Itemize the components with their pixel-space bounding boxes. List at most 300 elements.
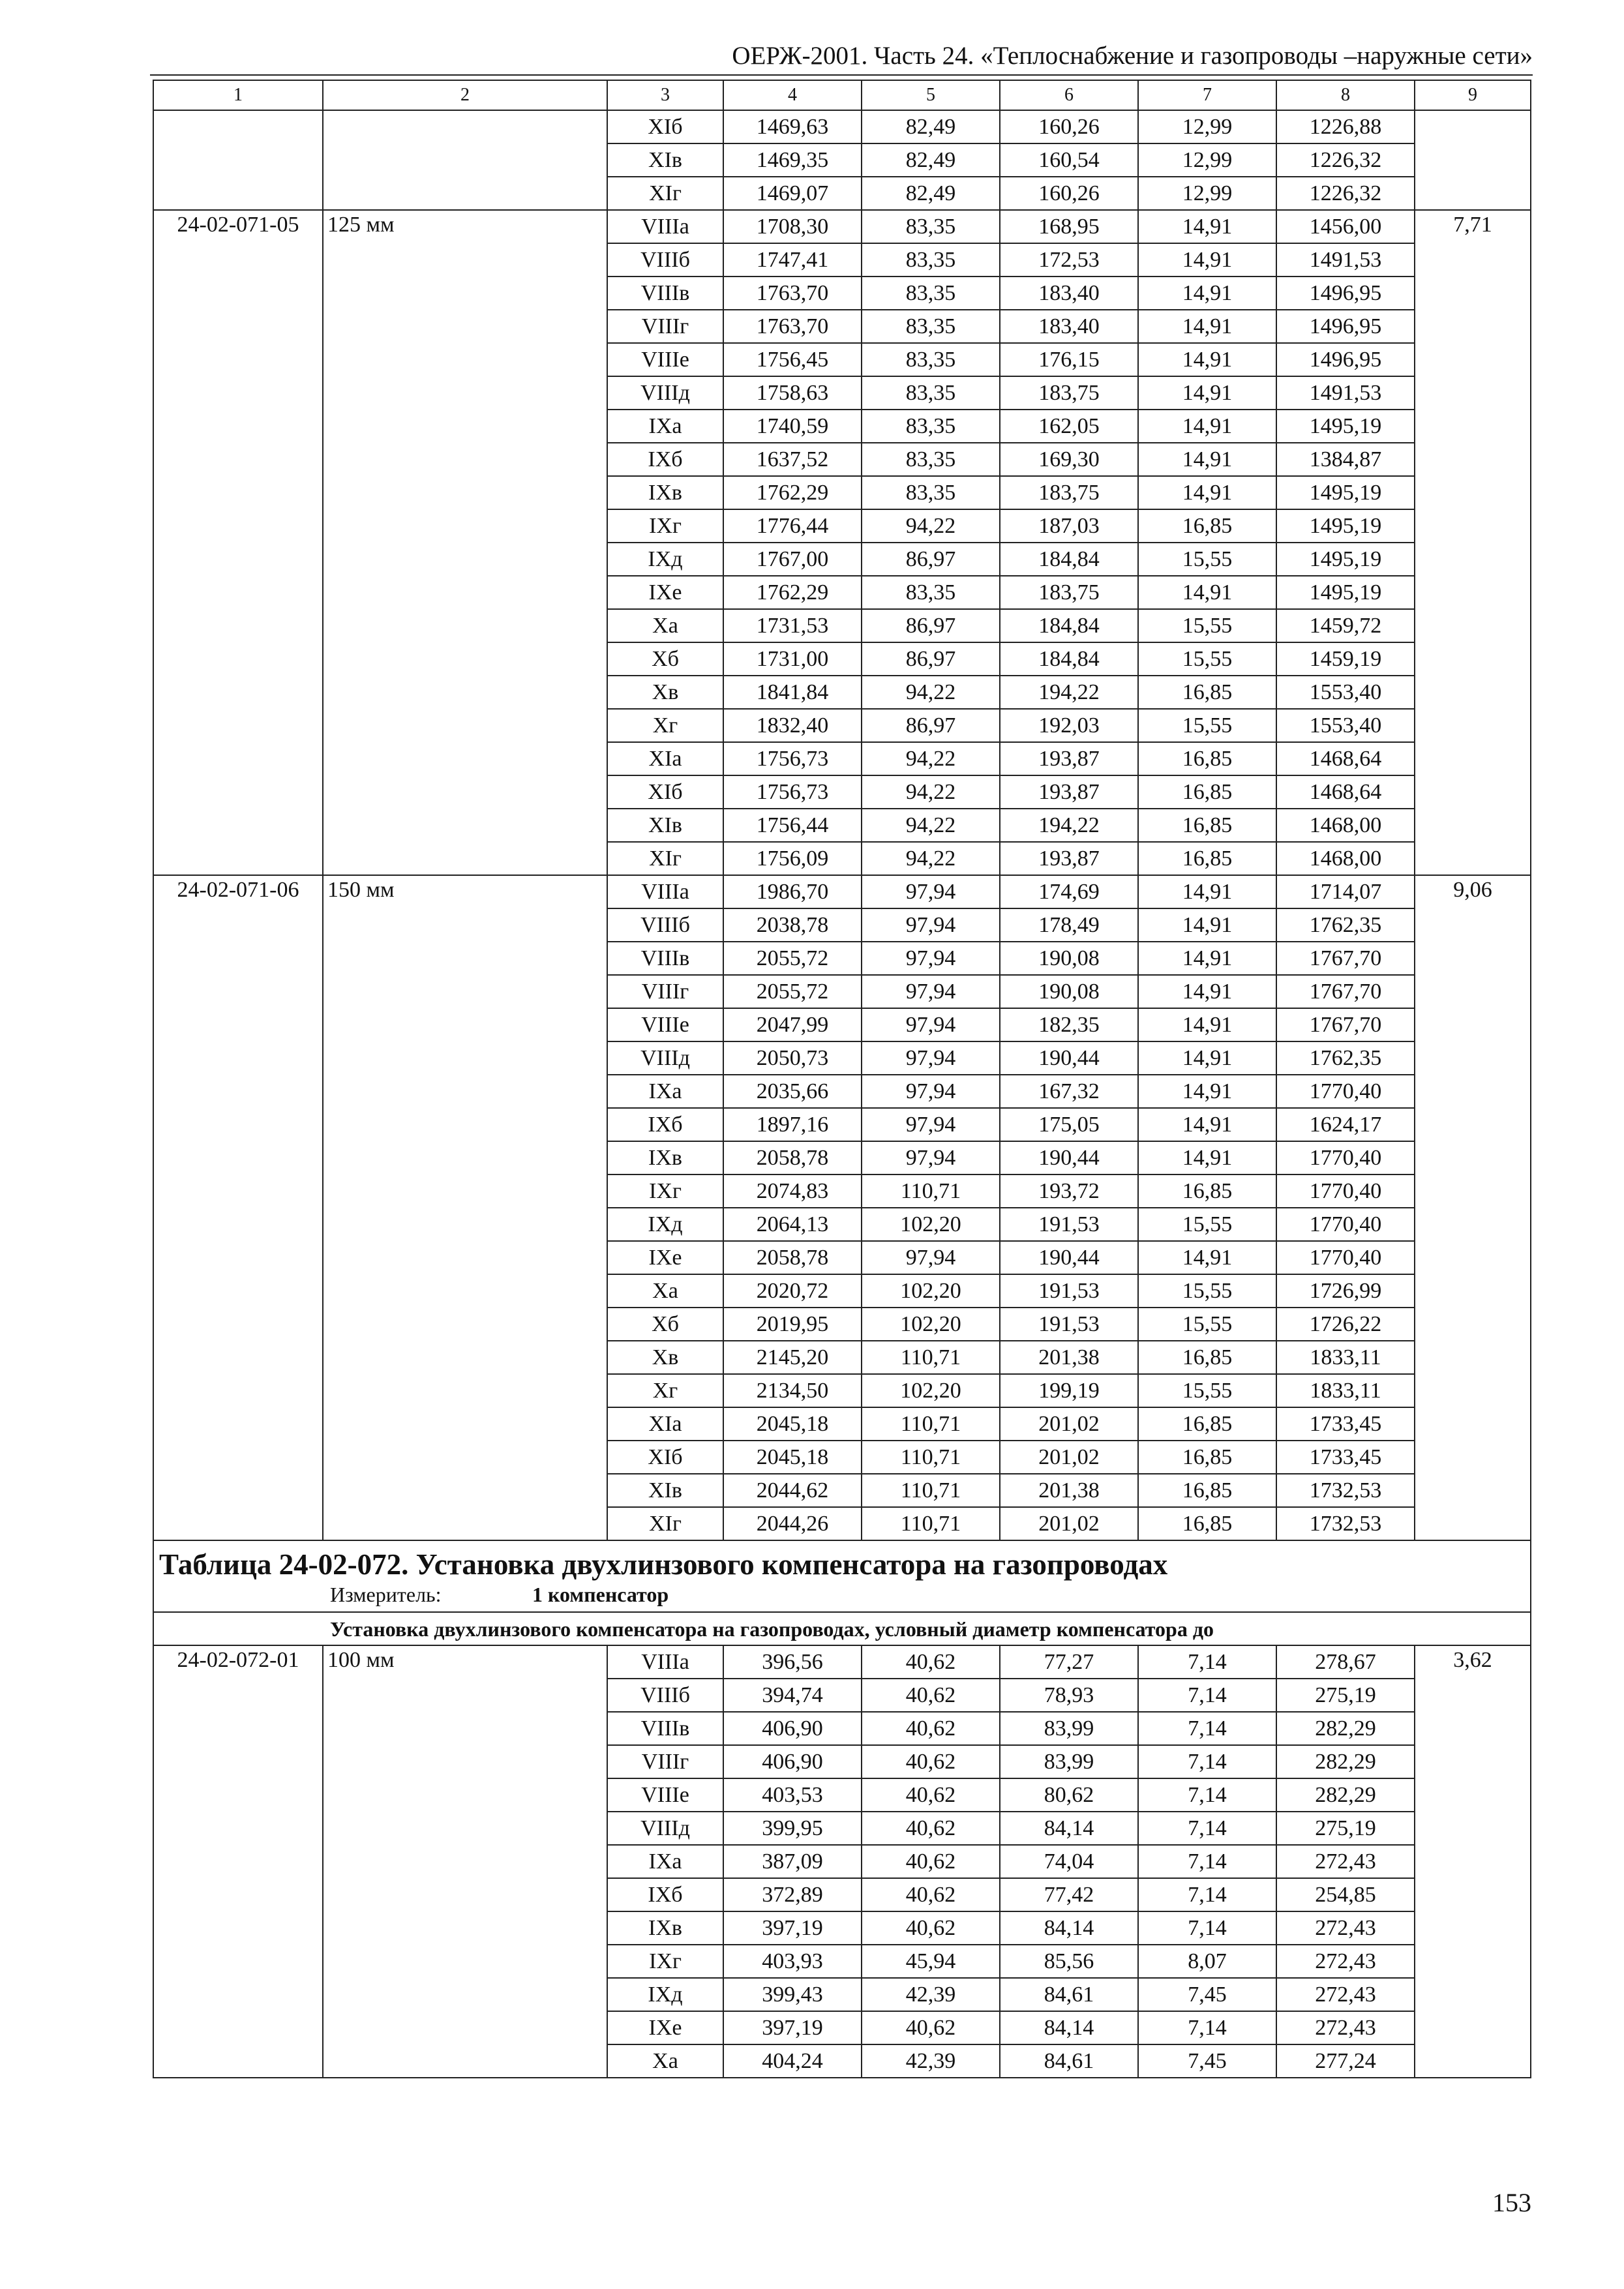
- material-cost-cell: 1767,70: [1276, 942, 1415, 975]
- total-cost-cell: 2045,18: [723, 1441, 862, 1474]
- zone-cell: IXа: [607, 410, 723, 443]
- operator-wage-cell: 14,91: [1138, 1008, 1276, 1041]
- operator-wage-cell: 7,14: [1138, 1812, 1276, 1845]
- machine-cost-cell: 174,69: [1000, 875, 1138, 908]
- wage-cell: 110,71: [862, 1474, 1000, 1507]
- zone-cell: Xб: [607, 1308, 723, 1341]
- wage-cell: 110,71: [862, 1407, 1000, 1441]
- wage-cell: 97,94: [862, 875, 1000, 908]
- operator-wage-cell: 14,91: [1138, 576, 1276, 609]
- wage-cell: 83,35: [862, 310, 1000, 343]
- zone-cell: Xб: [607, 642, 723, 676]
- zone-cell: VIIIг: [607, 975, 723, 1008]
- machine-cost-cell: 84,61: [1000, 2044, 1138, 2078]
- column-number: 5: [862, 80, 1000, 110]
- total-cost-cell: 397,19: [723, 1911, 862, 1945]
- total-cost-cell: 2038,78: [723, 908, 862, 942]
- zone-cell: XIв: [607, 1474, 723, 1507]
- zone-cell: XIб: [607, 775, 723, 809]
- total-cost-cell: 1756,73: [723, 742, 862, 775]
- diameter-cell: 150 мм: [323, 875, 607, 1540]
- total-cost-cell: 1897,16: [723, 1108, 862, 1141]
- material-cost-cell: 1495,19: [1276, 543, 1415, 576]
- material-cost-cell: 254,85: [1276, 1878, 1415, 1911]
- machine-cost-cell: 160,26: [1000, 110, 1138, 143]
- zone-cell: XIв: [607, 143, 723, 177]
- material-cost-cell: 1384,87: [1276, 443, 1415, 476]
- material-cost-cell: 1495,19: [1276, 509, 1415, 543]
- wage-cell: 83,35: [862, 210, 1000, 243]
- operator-wage-cell: 14,91: [1138, 1075, 1276, 1108]
- zone-cell: Xг: [607, 709, 723, 742]
- operator-wage-cell: 14,91: [1138, 410, 1276, 443]
- total-cost-cell: 1731,00: [723, 642, 862, 676]
- zone-cell: XIв: [607, 809, 723, 842]
- total-cost-cell: 1756,09: [723, 842, 862, 875]
- zone-cell: VIIIв: [607, 1712, 723, 1745]
- machine-cost-cell: 172,53: [1000, 243, 1138, 277]
- material-cost-cell: 1491,53: [1276, 243, 1415, 277]
- wage-cell: 97,94: [862, 1141, 1000, 1174]
- wage-cell: 94,22: [862, 842, 1000, 875]
- material-cost-cell: 1770,40: [1276, 1075, 1415, 1108]
- wage-cell: 40,62: [862, 1845, 1000, 1878]
- machine-cost-cell: 160,54: [1000, 143, 1138, 177]
- machine-cost-cell: 193,87: [1000, 742, 1138, 775]
- material-cost-cell: 1496,95: [1276, 343, 1415, 376]
- total-cost-cell: 2050,73: [723, 1041, 862, 1075]
- machine-cost-cell: 192,03: [1000, 709, 1138, 742]
- table-row: [153, 875, 1531, 908]
- machine-cost-cell: 84,14: [1000, 2011, 1138, 2044]
- total-cost-cell: 2145,20: [723, 1341, 862, 1374]
- total-cost-cell: 2074,83: [723, 1174, 862, 1208]
- operator-wage-cell: 14,91: [1138, 343, 1276, 376]
- operator-wage-cell: 14,91: [1138, 1241, 1276, 1274]
- machine-cost-cell: 160,26: [1000, 177, 1138, 210]
- machine-cost-cell: 77,27: [1000, 1645, 1138, 1679]
- machine-cost-cell: 190,44: [1000, 1141, 1138, 1174]
- operator-wage-cell: 15,55: [1138, 609, 1276, 642]
- operator-wage-cell: 14,91: [1138, 1141, 1276, 1174]
- zone-cell: IXг: [607, 1174, 723, 1208]
- zone-cell: IXе: [607, 576, 723, 609]
- machine-cost-cell: 193,87: [1000, 842, 1138, 875]
- operator-wage-cell: 14,91: [1138, 476, 1276, 509]
- material-cost-cell: 272,43: [1276, 1845, 1415, 1878]
- operator-wage-cell: 14,91: [1138, 1041, 1276, 1075]
- table-body: [153, 80, 1531, 2078]
- operator-wage-cell: 16,85: [1138, 742, 1276, 775]
- total-cost-cell: 406,90: [723, 1712, 862, 1745]
- total-cost-cell: 394,74: [723, 1679, 862, 1712]
- total-cost-cell: 1708,30: [723, 210, 862, 243]
- material-cost-cell: 1733,45: [1276, 1441, 1415, 1474]
- zone-cell: XIг: [607, 177, 723, 210]
- zone-cell: XIб: [607, 110, 723, 143]
- total-cost-cell: 406,90: [723, 1745, 862, 1778]
- material-cost-cell: 282,29: [1276, 1712, 1415, 1745]
- material-cost-cell: 1714,07: [1276, 875, 1415, 908]
- machine-cost-cell: 85,56: [1000, 1945, 1138, 1978]
- wage-cell: 83,35: [862, 243, 1000, 277]
- operator-wage-cell: 14,91: [1138, 443, 1276, 476]
- material-cost-cell: 272,43: [1276, 2011, 1415, 2044]
- wage-cell: 94,22: [862, 742, 1000, 775]
- machine-cost-cell: 201,02: [1000, 1441, 1138, 1474]
- wage-cell: 82,49: [862, 143, 1000, 177]
- wage-cell: 102,20: [862, 1208, 1000, 1241]
- machine-cost-cell: 74,04: [1000, 1845, 1138, 1878]
- labor-cost-cell: 9,06: [1415, 875, 1531, 1540]
- operator-wage-cell: 7,14: [1138, 1712, 1276, 1745]
- total-cost-cell: 2134,50: [723, 1374, 862, 1407]
- zone-cell: IXв: [607, 1911, 723, 1945]
- operator-wage-cell: 16,85: [1138, 509, 1276, 543]
- total-cost-cell: 1762,29: [723, 576, 862, 609]
- table-row: [153, 110, 1531, 143]
- zone-cell: VIIIа: [607, 210, 723, 243]
- zone-cell: VIIIе: [607, 1778, 723, 1812]
- wage-cell: 83,35: [862, 476, 1000, 509]
- operator-wage-cell: 7,14: [1138, 2011, 1276, 2044]
- operator-wage-cell: 7,14: [1138, 1745, 1276, 1778]
- machine-cost-cell: 80,62: [1000, 1778, 1138, 1812]
- total-cost-cell: 396,56: [723, 1645, 862, 1679]
- material-cost-cell: 1726,99: [1276, 1274, 1415, 1308]
- machine-cost-cell: 184,84: [1000, 642, 1138, 676]
- wage-cell: 83,35: [862, 443, 1000, 476]
- total-cost-cell: 1756,44: [723, 809, 862, 842]
- machine-cost-cell: 176,15: [1000, 343, 1138, 376]
- zone-cell: XIа: [607, 1407, 723, 1441]
- operator-wage-cell: 12,99: [1138, 110, 1276, 143]
- header-rule: [150, 74, 1533, 76]
- wage-cell: 86,97: [862, 709, 1000, 742]
- zone-cell: IXв: [607, 476, 723, 509]
- column-number: 7: [1138, 80, 1276, 110]
- operator-wage-cell: 16,85: [1138, 809, 1276, 842]
- machine-cost-cell: 190,44: [1000, 1241, 1138, 1274]
- operator-wage-cell: 14,91: [1138, 908, 1276, 942]
- material-cost-cell: 272,43: [1276, 1945, 1415, 1978]
- total-cost-cell: 1767,00: [723, 543, 862, 576]
- machine-cost-cell: 162,05: [1000, 410, 1138, 443]
- column-number: 9: [1415, 80, 1531, 110]
- material-cost-cell: 1833,11: [1276, 1374, 1415, 1407]
- material-cost-cell: 1770,40: [1276, 1208, 1415, 1241]
- material-cost-cell: 1770,40: [1276, 1141, 1415, 1174]
- table-title: Таблица 24-02-072. Установка двухлинзового компенсатора на газопроводах: [159, 1548, 1168, 1581]
- machine-cost-cell: 168,95: [1000, 210, 1138, 243]
- wage-cell: 97,94: [862, 1075, 1000, 1108]
- material-cost-cell: 1833,11: [1276, 1341, 1415, 1374]
- total-cost-cell: 397,19: [723, 2011, 862, 2044]
- operator-wage-cell: 15,55: [1138, 1274, 1276, 1308]
- zone-cell: IXа: [607, 1075, 723, 1108]
- zone-cell: IXб: [607, 1108, 723, 1141]
- total-cost-cell: 1841,84: [723, 676, 862, 709]
- operator-wage-cell: 16,85: [1138, 1474, 1276, 1507]
- wage-cell: 82,49: [862, 110, 1000, 143]
- total-cost-cell: 387,09: [723, 1845, 862, 1878]
- zone-cell: Xв: [607, 676, 723, 709]
- zone-cell: VIIIа: [607, 1645, 723, 1679]
- operator-wage-cell: 14,91: [1138, 310, 1276, 343]
- column-number: 3: [607, 80, 723, 110]
- diameter-cell: 125 мм: [323, 210, 607, 875]
- total-cost-cell: 1756,45: [723, 343, 862, 376]
- material-cost-cell: 1495,19: [1276, 410, 1415, 443]
- machine-cost-cell: 201,38: [1000, 1474, 1138, 1507]
- total-cost-cell: 2047,99: [723, 1008, 862, 1041]
- total-cost-cell: 2044,62: [723, 1474, 862, 1507]
- operator-wage-cell: 15,55: [1138, 709, 1276, 742]
- wage-cell: 83,35: [862, 277, 1000, 310]
- zone-cell: VIIIг: [607, 1745, 723, 1778]
- machine-cost-cell: 178,49: [1000, 908, 1138, 942]
- machine-cost-cell: 191,53: [1000, 1308, 1138, 1341]
- wage-cell: 102,20: [862, 1274, 1000, 1308]
- total-cost-cell: 1758,63: [723, 376, 862, 410]
- operator-wage-cell: 12,99: [1138, 143, 1276, 177]
- material-cost-cell: 1553,40: [1276, 676, 1415, 709]
- machine-cost-cell: 183,40: [1000, 277, 1138, 310]
- zone-cell: IXд: [607, 1978, 723, 2011]
- machine-cost-cell: 193,72: [1000, 1174, 1138, 1208]
- rate-code-cell: [153, 110, 323, 210]
- total-cost-cell: 2058,78: [723, 1241, 862, 1274]
- zone-cell: IXг: [607, 1945, 723, 1978]
- operator-wage-cell: 14,91: [1138, 243, 1276, 277]
- total-cost-cell: 1763,70: [723, 310, 862, 343]
- machine-cost-cell: 83,99: [1000, 1712, 1138, 1745]
- wage-cell: 97,94: [862, 1241, 1000, 1274]
- zone-cell: IXа: [607, 1845, 723, 1878]
- material-cost-cell: 1226,88: [1276, 110, 1415, 143]
- operator-wage-cell: 16,85: [1138, 1441, 1276, 1474]
- operator-wage-cell: 16,85: [1138, 1341, 1276, 1374]
- operator-wage-cell: 7,45: [1138, 1978, 1276, 2011]
- material-cost-cell: 1459,72: [1276, 609, 1415, 642]
- wage-cell: 97,94: [862, 1008, 1000, 1041]
- diameter-cell: 100 мм: [323, 1645, 607, 2078]
- operator-wage-cell: 15,55: [1138, 543, 1276, 576]
- operator-wage-cell: 14,91: [1138, 277, 1276, 310]
- wage-cell: 102,20: [862, 1308, 1000, 1341]
- material-cost-cell: 1733,45: [1276, 1407, 1415, 1441]
- total-cost-cell: 1762,29: [723, 476, 862, 509]
- machine-cost-cell: 201,02: [1000, 1507, 1138, 1540]
- zone-cell: VIIIа: [607, 875, 723, 908]
- operator-wage-cell: 16,85: [1138, 676, 1276, 709]
- machine-cost-cell: 201,02: [1000, 1407, 1138, 1441]
- machine-cost-cell: 83,99: [1000, 1745, 1138, 1778]
- material-cost-cell: 1495,19: [1276, 476, 1415, 509]
- material-cost-cell: 1468,64: [1276, 742, 1415, 775]
- material-cost-cell: 1495,19: [1276, 576, 1415, 609]
- zone-cell: VIIIг: [607, 310, 723, 343]
- operator-wage-cell: 14,91: [1138, 1108, 1276, 1141]
- machine-cost-cell: 190,08: [1000, 975, 1138, 1008]
- zone-cell: Xг: [607, 1374, 723, 1407]
- total-cost-cell: 2055,72: [723, 942, 862, 975]
- wage-cell: 97,94: [862, 1108, 1000, 1141]
- labor-cost-cell: 3,62: [1415, 1645, 1531, 2078]
- material-cost-cell: 272,43: [1276, 1911, 1415, 1945]
- total-cost-cell: 2064,13: [723, 1208, 862, 1241]
- wage-cell: 45,94: [862, 1945, 1000, 1978]
- operator-wage-cell: 14,91: [1138, 210, 1276, 243]
- material-cost-cell: 1459,19: [1276, 642, 1415, 676]
- machine-cost-cell: 184,84: [1000, 609, 1138, 642]
- operator-wage-cell: 12,99: [1138, 177, 1276, 210]
- zone-cell: IXе: [607, 2011, 723, 2044]
- operator-wage-cell: 7,14: [1138, 1845, 1276, 1878]
- zone-cell: Xв: [607, 1341, 723, 1374]
- column-number: 4: [723, 80, 862, 110]
- machine-cost-cell: 190,08: [1000, 942, 1138, 975]
- material-cost-cell: 1468,00: [1276, 809, 1415, 842]
- operator-wage-cell: 16,85: [1138, 1507, 1276, 1540]
- machine-cost-cell: 184,84: [1000, 543, 1138, 576]
- machine-cost-cell: 191,53: [1000, 1274, 1138, 1308]
- machine-cost-cell: 191,53: [1000, 1208, 1138, 1241]
- material-cost-cell: 1770,40: [1276, 1174, 1415, 1208]
- machine-cost-cell: 84,61: [1000, 1978, 1138, 2011]
- wage-cell: 83,35: [862, 410, 1000, 443]
- total-cost-cell: 2035,66: [723, 1075, 862, 1108]
- wage-cell: 97,94: [862, 908, 1000, 942]
- zone-cell: IXд: [607, 1208, 723, 1241]
- zone-cell: VIIIв: [607, 942, 723, 975]
- zone-cell: IXв: [607, 1141, 723, 1174]
- rate-code-cell: 24-02-071-05: [153, 210, 323, 875]
- total-cost-cell: 403,53: [723, 1778, 862, 1812]
- zone-cell: XIа: [607, 742, 723, 775]
- total-cost-cell: 1763,70: [723, 277, 862, 310]
- operator-wage-cell: 15,55: [1138, 1208, 1276, 1241]
- material-cost-cell: 1762,35: [1276, 908, 1415, 942]
- material-cost-cell: 1767,70: [1276, 975, 1415, 1008]
- rate-code-cell: 24-02-072-01: [153, 1645, 323, 2078]
- material-cost-cell: 275,19: [1276, 1812, 1415, 1845]
- total-cost-cell: 1776,44: [723, 509, 862, 543]
- operator-wage-cell: 7,45: [1138, 2044, 1276, 2078]
- wage-cell: 110,71: [862, 1174, 1000, 1208]
- machine-cost-cell: 201,38: [1000, 1341, 1138, 1374]
- operator-wage-cell: 14,91: [1138, 942, 1276, 975]
- wage-cell: 40,62: [862, 2011, 1000, 2044]
- machine-cost-cell: 169,30: [1000, 443, 1138, 476]
- machine-cost-cell: 167,32: [1000, 1075, 1138, 1108]
- total-cost-cell: 399,95: [723, 1812, 862, 1845]
- wage-cell: 86,97: [862, 543, 1000, 576]
- operator-wage-cell: 7,14: [1138, 1679, 1276, 1712]
- total-cost-cell: 372,89: [723, 1878, 862, 1911]
- wage-cell: 40,62: [862, 1745, 1000, 1778]
- total-cost-cell: 2058,78: [723, 1141, 862, 1174]
- operator-wage-cell: 14,91: [1138, 875, 1276, 908]
- wage-cell: 97,94: [862, 1041, 1000, 1075]
- zone-cell: VIIIб: [607, 243, 723, 277]
- operator-wage-cell: 8,07: [1138, 1945, 1276, 1978]
- machine-cost-cell: 182,35: [1000, 1008, 1138, 1041]
- total-cost-cell: 1469,63: [723, 110, 862, 143]
- material-cost-cell: 1226,32: [1276, 177, 1415, 210]
- machine-cost-cell: 194,22: [1000, 676, 1138, 709]
- operator-wage-cell: 14,91: [1138, 376, 1276, 410]
- operator-wage-cell: 14,91: [1138, 975, 1276, 1008]
- machine-cost-cell: 183,75: [1000, 376, 1138, 410]
- zone-cell: Xа: [607, 609, 723, 642]
- rate-code-cell: 24-02-071-06: [153, 875, 323, 1540]
- zone-cell: XIг: [607, 842, 723, 875]
- wage-cell: 40,62: [862, 1878, 1000, 1911]
- material-cost-cell: 1468,00: [1276, 842, 1415, 875]
- total-cost-cell: 2044,26: [723, 1507, 862, 1540]
- operator-wage-cell: 7,14: [1138, 1878, 1276, 1911]
- wage-cell: 94,22: [862, 676, 1000, 709]
- operator-wage-cell: 16,85: [1138, 1174, 1276, 1208]
- table-row: [153, 210, 1531, 243]
- material-cost-cell: 1767,70: [1276, 1008, 1415, 1041]
- total-cost-cell: 404,24: [723, 2044, 862, 2078]
- total-cost-cell: 403,93: [723, 1945, 862, 1978]
- zone-cell: VIIIд: [607, 1041, 723, 1075]
- wage-cell: 86,97: [862, 609, 1000, 642]
- material-cost-cell: 1762,35: [1276, 1041, 1415, 1075]
- machine-cost-cell: 199,19: [1000, 1374, 1138, 1407]
- total-cost-cell: 1469,35: [723, 143, 862, 177]
- material-cost-cell: 1553,40: [1276, 709, 1415, 742]
- operator-wage-cell: 7,14: [1138, 1645, 1276, 1679]
- total-cost-cell: 1469,07: [723, 177, 862, 210]
- total-cost-cell: 2055,72: [723, 975, 862, 1008]
- zone-cell: Xа: [607, 1274, 723, 1308]
- column-number: 1: [153, 80, 323, 110]
- wage-cell: 94,22: [862, 775, 1000, 809]
- material-cost-cell: 1491,53: [1276, 376, 1415, 410]
- total-cost-cell: 1740,59: [723, 410, 862, 443]
- zone-cell: XIг: [607, 1507, 723, 1540]
- measure-label: Измеритель:: [330, 1583, 442, 1606]
- material-cost-cell: 275,19: [1276, 1679, 1415, 1712]
- zone-cell: VIIIд: [607, 376, 723, 410]
- wage-cell: 40,62: [862, 1778, 1000, 1812]
- wage-cell: 97,94: [862, 942, 1000, 975]
- operator-wage-cell: 7,14: [1138, 1911, 1276, 1945]
- wage-cell: 40,62: [862, 1712, 1000, 1745]
- machine-cost-cell: 84,14: [1000, 1812, 1138, 1845]
- machine-cost-cell: 190,44: [1000, 1041, 1138, 1075]
- section-title-row: [153, 1540, 1531, 1612]
- machine-cost-cell: 194,22: [1000, 809, 1138, 842]
- material-cost-cell: 282,29: [1276, 1745, 1415, 1778]
- zone-cell: IXг: [607, 509, 723, 543]
- operator-wage-cell: 16,85: [1138, 842, 1276, 875]
- column-number: 6: [1000, 80, 1138, 110]
- wage-cell: 86,97: [862, 642, 1000, 676]
- material-cost-cell: 277,24: [1276, 2044, 1415, 2078]
- total-cost-cell: 1747,41: [723, 243, 862, 277]
- wage-cell: 94,22: [862, 809, 1000, 842]
- column-number: 2: [323, 80, 607, 110]
- machine-cost-cell: 84,14: [1000, 1911, 1138, 1945]
- wage-cell: 40,62: [862, 1645, 1000, 1679]
- measure-unit: 1 компенсатор: [532, 1583, 669, 1606]
- table-row: [153, 1645, 1531, 1679]
